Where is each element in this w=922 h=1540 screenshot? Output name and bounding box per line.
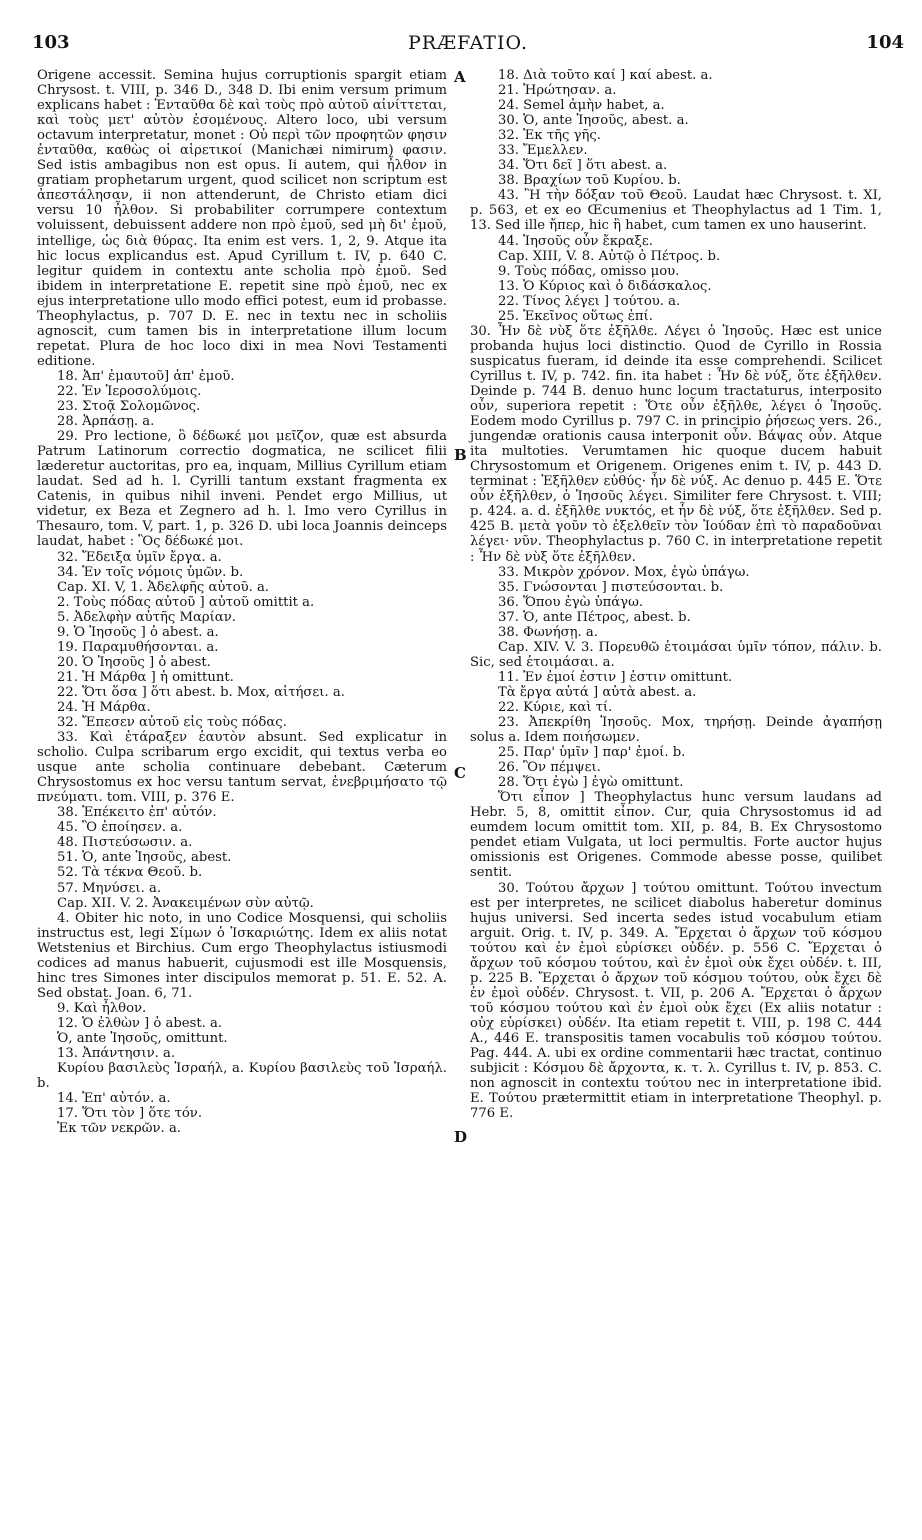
note-paragraph: 9. Τοὺς πόδας, omisso μου. bbox=[498, 263, 680, 279]
note-paragraph: 23. Στοᾷ Σολομῶνος. bbox=[57, 399, 201, 415]
note-paragraph: Ὅτι εἶπον ] Theophylactus hunc versum laudans ad Hebr. 5, 8, omittit εἶπον. Cur, quia Chrysostomus id ad eumdem locum omittit tom. XII, p. 84, B. Ex Chrysostomo pendet etiam Vulgata, ut loci permultis. Forte auctor hujus omissionis est Origenes. Commode abesse posse, quilibet sentit. bbox=[470, 790, 882, 881]
note-paragraph: 21. Ἡ Μάρθα ] ἡ omittunt. bbox=[57, 669, 234, 685]
note-paragraph: 32. Ἔδειξα ὑμῖν ἔργα. a. bbox=[57, 549, 222, 565]
note-paragraph: 30. Ἦν δὲ νὺξ ὅτε ἐξῆλθε. Λέγει ὁ Ἰησοῦς. Hæc est unice probanda hujus loci distinctio. Quod de Cyrillo in Rossia suspicatus fueram, id deinde ita esse comprehendi. Scilicet Cyrillus t. IV, p. 742. fin. ita habet : Ἦν δὲ νύξ, ὅτε ἐξῆλθεν. Deinde p. 744 B. denuo hunc locum tractaturus, interposito οὖν, superiora repetit : Ὅτε οὖν ἐξῆλθε, λέγει ὁ Ἰησοῦς. Eodem modo Cyrillus p. 797 C. in principio ῥήσεως vers. 26., jungendæ orationis causa interponit οὖν. Βάψας οὖν. Atque ita multoties. Verumtamen hic quoque ducem habuit Chrysostomum et Origenem. Origenes enim t. IV, p. 443 D. terminat : Ἐξῆλθεν εὐθύς· ἦν δὲ νύξ. Ac denuo p. 445 E. Ὅτε οὖν ἐξῆλθεν, ὁ Ἰησοῦς λέγει. Similiter fere Chrysost. t. VIII; p. 424. a. d. ἐξῆλθε νυκτός, et ἦν δὲ νύξ, ὅτε ἐξῆλθεν. Sed p. 425 B. μετὰ γοῦν τὸ ἐξελθεῖν τὸν Ἰούδαν ἐπὶ τὸ παραδοῦναι λέγει· νῦν. Theophylactus p. 760 C. in interpretatione repetit : Ἦν δὲ νὺξ ὅτε ἐξῆλθεν. bbox=[470, 323, 882, 565]
note-paragraph: 37. Ὁ, ante Πέτρος, abest. b. bbox=[498, 609, 691, 625]
note-paragraph: Ὁ, ante Ἰησοῦς, omittunt. bbox=[57, 1031, 228, 1046]
note-paragraph: 34. Ἐν τοῖς νόμοις ὑμῶν. b. bbox=[57, 564, 244, 580]
note-paragraph: 34. Ὅτι δεῖ ] ὅτι abest. a. bbox=[498, 158, 668, 174]
note-paragraph: Τὰ ἔργα αὐτά ] αὐτὰ abest. a. bbox=[498, 684, 697, 700]
section-marker-c: C bbox=[454, 764, 466, 782]
right-column bbox=[470, 68, 882, 1121]
note-paragraph: 28. Ὅτι ἐγὼ ] ἐγὼ omittunt. bbox=[498, 775, 684, 791]
note-paragraph: 12. Ὁ ἐλθὼν ] ὁ abest. a. bbox=[57, 1015, 223, 1031]
note-paragraph: 18. Διὰ τοῦτο καί ] καί abest. a. bbox=[498, 68, 713, 83]
note-paragraph: Κυρίου βασιλεὺς Ἰσραήλ, a. Κυρίου βασιλεὺς τοῦ Ἰσραήλ. b. bbox=[37, 1061, 447, 1092]
note-paragraph: 35. Γνώσονται ] πιστεύσονται. b. bbox=[498, 579, 724, 595]
note-paragraph: 22. Κύριε, καὶ τί. bbox=[498, 699, 613, 715]
note-paragraph: 33. Μικρὸν χρόνον. Mox, ἐγὼ ὑπάγω. bbox=[498, 564, 750, 580]
note-paragraph: 22. Ἐν Ἱεροσολύμοις. bbox=[57, 383, 202, 399]
note-paragraph: 11. Ἐν ἐμοί ἐστιν ] ἐστιν omittunt. bbox=[498, 669, 733, 685]
section-marker-b: B bbox=[454, 446, 467, 464]
note-paragraph: 5. Ἀδελφὴν αὐτῆς Μαρίαν. bbox=[57, 609, 236, 625]
note-paragraph: Cap. XIV. V. 3. Πορευθῶ ἑτοιμάσαι ὑμῖν τόπον, πάλιν. b. Sic, sed ἑτοιμάσαι. a. bbox=[470, 639, 882, 670]
note-paragraph: 25. Παρ' ὑμῖν ] παρ' ἐμοί. b. bbox=[498, 745, 686, 761]
note-paragraph: 32. Ἔπεσεν αὐτοῦ εἰς τοὺς πόδας. bbox=[57, 715, 287, 731]
note-paragraph: 13. Ὁ Κύριος καὶ ὁ διδάσκαλος. bbox=[498, 278, 712, 294]
note-paragraph: Cap. XI. V, 1. Ἀδελφῆς αὐτοῦ. a. bbox=[57, 579, 270, 595]
page-number-right: 104 bbox=[866, 32, 904, 53]
note-paragraph: Ἐκ τῶν νεκρῶν. a. bbox=[57, 1121, 181, 1137]
note-paragraph: 28. Ἁρπάσῃ. a. bbox=[57, 414, 155, 430]
note-paragraph: 26. Ὃν πέμψει. bbox=[498, 760, 601, 776]
note-paragraph: 43. Ἢ τὴν δόξαν τοῦ Θεοῦ. Laudat hæc Chrysost. t. XI, p. 563, et ex eo Œcumenius et Theophylactus ad 1 Tim. 1, 13. Sed ille ἤπερ, hic ἢ habet, cum tamen ex uno hauserint. bbox=[470, 188, 882, 234]
page-number-left: 103 bbox=[32, 32, 70, 53]
note-paragraph: 2. Τοὺς πόδας αὐτοῦ ] αὐτοῦ omittit a. bbox=[57, 594, 315, 610]
note-paragraph: 22. Τίνος λέγει ] τούτου. a. bbox=[498, 293, 681, 309]
note-paragraph: 30. Ὁ, ante Ἰησοῦς, abest. a. bbox=[498, 113, 689, 129]
note-paragraph: 38. Ἐπέκειτο ἐπ' αὐτόν. bbox=[57, 805, 217, 821]
note-paragraph: 57. Μηνύσει. a. bbox=[57, 880, 162, 896]
note-paragraph: 51. Ὁ, ante Ἰησοῦς, abest. bbox=[57, 850, 232, 866]
note-paragraph: 9. Ὁ Ἰησοῦς ] ὁ abest. a. bbox=[57, 624, 219, 640]
note-paragraph: Cap. XII. V. 2. Ἀνακειμένων σὺν αὐτῷ. bbox=[57, 895, 314, 911]
running-title: PRÆFATIO. bbox=[407, 32, 528, 54]
note-paragraph: 38. Βραχίων τοῦ Κυρίου. b. bbox=[498, 173, 681, 189]
left-column bbox=[37, 68, 447, 1136]
note-paragraph: 17. Ὅτι τὸν ] ὅτε τόν. bbox=[57, 1106, 203, 1122]
note-paragraph: 24. Ἡ Μάρθα. bbox=[57, 699, 151, 715]
note-paragraph: 18. Ἀπ' ἐμαυτοῦ] ἀπ' ἐμοῦ. bbox=[57, 368, 235, 384]
note-paragraph: 36. Ὅπου ἐγὼ ὑπάγω. bbox=[498, 594, 644, 610]
note-paragraph: 44. Ἰησοῦς οὖν ἔκραξε. bbox=[498, 233, 653, 249]
note-paragraph: 23. Ἀπεκρίθη Ἰησοῦς. Mox, τηρήσῃ. Deinde ἀγαπήσῃ solus a. Idem ποιήσωμεν. bbox=[470, 715, 882, 746]
note-paragraph: 48. Πιστεύσωσιν. a. bbox=[57, 835, 193, 851]
note-paragraph: 33. Ἔμελλεν. bbox=[498, 143, 588, 159]
note-paragraph: 13. Ἀπάντησιν. a. bbox=[57, 1046, 176, 1062]
section-marker-d: D bbox=[454, 1128, 468, 1146]
note-paragraph: 30. Τούτου ἄρχων ] τούτου omittunt. Τούτου invectum est per interpretes, ne scilicet diabolus haberetur dominus hujus universi. Sed incerta sedes istud vocabulum etiam arguit. Orig. t. IV, p. 349. A. Ἔρχεται ὁ ἄρχων τοῦ κόσμου τούτου καὶ ἐν ἐμοὶ εὑρίσκει οὐδέν. p. 556 C. Ἔρχεται ὁ ἄρχων τοῦ κόσμου τούτου, καὶ ἐν ἐμοὶ οὐκ ἔχει οὐδέν. t. III, p. 225 B. Ἔρχεται ὁ ἄρχων τοῦ κόσμου τούτου, οὐκ ἔχει δὲ ἐν ἐμοὶ οὐδέν. Chrysost. t. VII, p. 206 A. Ἔρχεται ὁ ἄρχων τοῦ κόσμου τούτου καὶ ἐν ἐμοὶ οὐκ ἔχει (Ex aliis notatur : οὐχ εὑρίσκει) οὐδέν. Ita etiam repetit t. VIII, p. 198 C. 444 A., 446 E. transpositis tamen vocabulis τοῦ κόσμου τούτου. Pag. 444. A. ubi ex ordine commentarii hæc tractat, continuo subjicit : Κόσμου δὲ ἄρχοντα, κ. τ. λ. Cyrillus t. IV, p. 853. C. non agnoscit in contextu τούτου nec in interpretatione ibid. E. Τούτου prætermittit etiam in interpretatione Theophyl. p. 776 E. bbox=[470, 880, 882, 1122]
note-paragraph: 25. Ἐκεῖνος οὕτως ἐπί. bbox=[498, 308, 653, 324]
note-paragraph: 14. Ἐπ' αὐτόν. a. bbox=[57, 1091, 171, 1107]
note-paragraph: 22. Ὅτι ὅσα ] ὅτι abest. b. Mox, αἰτήσει. a. bbox=[57, 684, 345, 700]
note-paragraph: 29. Pro lectione, ὃ δέδωκέ μοι μεῖζον, quæ est absurda Patrum Latinorum correctio dogmatica, ne scilicet filii læderetur auctoritas, pro ea, inquam, Millius Cyrillum etiam laudat. Sed ad h. l. Cyrilli tantum exstant fragmenta ex Catenis, in quibus nihil inveni. Pendet ergo Millius, ut videtur, ex Beza et Zegnero ad h. l. Imo vero Cyrillus in Thesauro, tom. V, part. 1, p. 326 D. ubi loca Joannis deinceps laudat, habet : Ὃς δέδωκέ μοι. bbox=[37, 429, 447, 550]
note-paragraph: 32. Ἐκ τῆς γῆς. bbox=[498, 128, 601, 144]
note-paragraph: 20. Ὁ Ἰησοῦς ] ὁ abest. bbox=[57, 654, 211, 670]
note-paragraph: 19. Παραμυθήσονται. a. bbox=[57, 639, 219, 655]
section-marker-a: A bbox=[454, 68, 466, 86]
note-paragraph: 4. Obiter hic noto, in uno Codice Mosquensi, qui scholiis instructus est, legi Σίμων ὁ Ἰσκαριώτης. Idem ex aliis notat Wetstenius et Birchius. Cum ergo Theophylactus istiusmodi codices ad manus habuerit, cujusmodi est ille Mosquensis, hinc tres Simones inter discipulos memorat p. 51. E. 52. A. Sed obstat. Joan. 6, 71. bbox=[37, 910, 447, 1001]
note-paragraph: 52. Τὰ τέκνα Θεοῦ. b. bbox=[57, 865, 203, 881]
note-paragraph: 24. Semel ἀμὴν habet, a. bbox=[498, 98, 665, 114]
note-paragraph: 21. Ἠρώτησαν. a. bbox=[498, 83, 617, 99]
note-paragraph: 9. Καὶ ἦλθον. bbox=[57, 1000, 147, 1016]
note-paragraph: Cap. XIII, V. 8. Αὐτῷ ὁ Πέτρος. b. bbox=[498, 248, 721, 264]
note-paragraph: 33. Καὶ ἐτάραξεν ἑαυτὸν absunt. Sed explicatur in scholio. Culpa scribarum ergo excidit, qui textus verba eo usque ante scholia continuare debebant. Cæterum Chrysostomus ex hoc versu tantum servat, ἐνεβριμήσατο τῷ πνεύματι. tom. VIII, p. 376 E. bbox=[37, 730, 447, 806]
running-header bbox=[32, 32, 904, 58]
note-paragraph: Origene accessit. Semina hujus corruptionis spargit etiam Chrysost. t. VIII, p. 346 D., 348 D. Ibi enim versum primum explicans habet : Ἐνταῦθα δὲ καὶ τοὺς πρὸ αὐτοῦ αἰνίττεται, καὶ τοὺς μετ' αὐτὸν ἐσομένους. Altero loco, ubi versum octavum interpretatur, monet : Οὐ περὶ τῶν προφητῶν φησιν ἐνταῦθα, καθὼς οἱ αἱρετικοί (Manichæi nimirum) φασιν. Sed istis ambagibus non est opus. Ii autem, qui ἦλθον in gratiam prophetarum urgent, quod scilicet non scriptum est ἀπεστάλησαν, ii non attenderunt, de Christo etiam dici versu 10 ἦλθον. Si probabiliter corrumpere contextum voluissent, debuissent addere non πρὸ ἐμοῦ, sed μὴ δι' ἐμοῦ, intellige, ὡς διὰ θύρας. Ita enim est vers. 1, 2, 9. Atque ita hic locus explicandus est. Apud Cyrillum t. IV, p. 640 C. legitur quidem in contextu ante scholia πρὸ ἐμοῦ. Sed ibidem in interpretatione E. repetit sine πρὸ ἐμοῦ, nec ex ejus interpretatione ullo modo effici potest, eum id probasse. Theophylactus, p. 707 D. E. nec in textu nec in scholiis agnoscit, cum tamen bis in interpretatione illum locum repetat. Plura de hoc loco dixi in mea Novi Testamenti editione. bbox=[37, 68, 447, 369]
note-paragraph: 45. Ὃ ἐποίησεν. a. bbox=[57, 820, 183, 836]
note-paragraph: 38. Φωνήσῃ. a. bbox=[498, 624, 598, 640]
